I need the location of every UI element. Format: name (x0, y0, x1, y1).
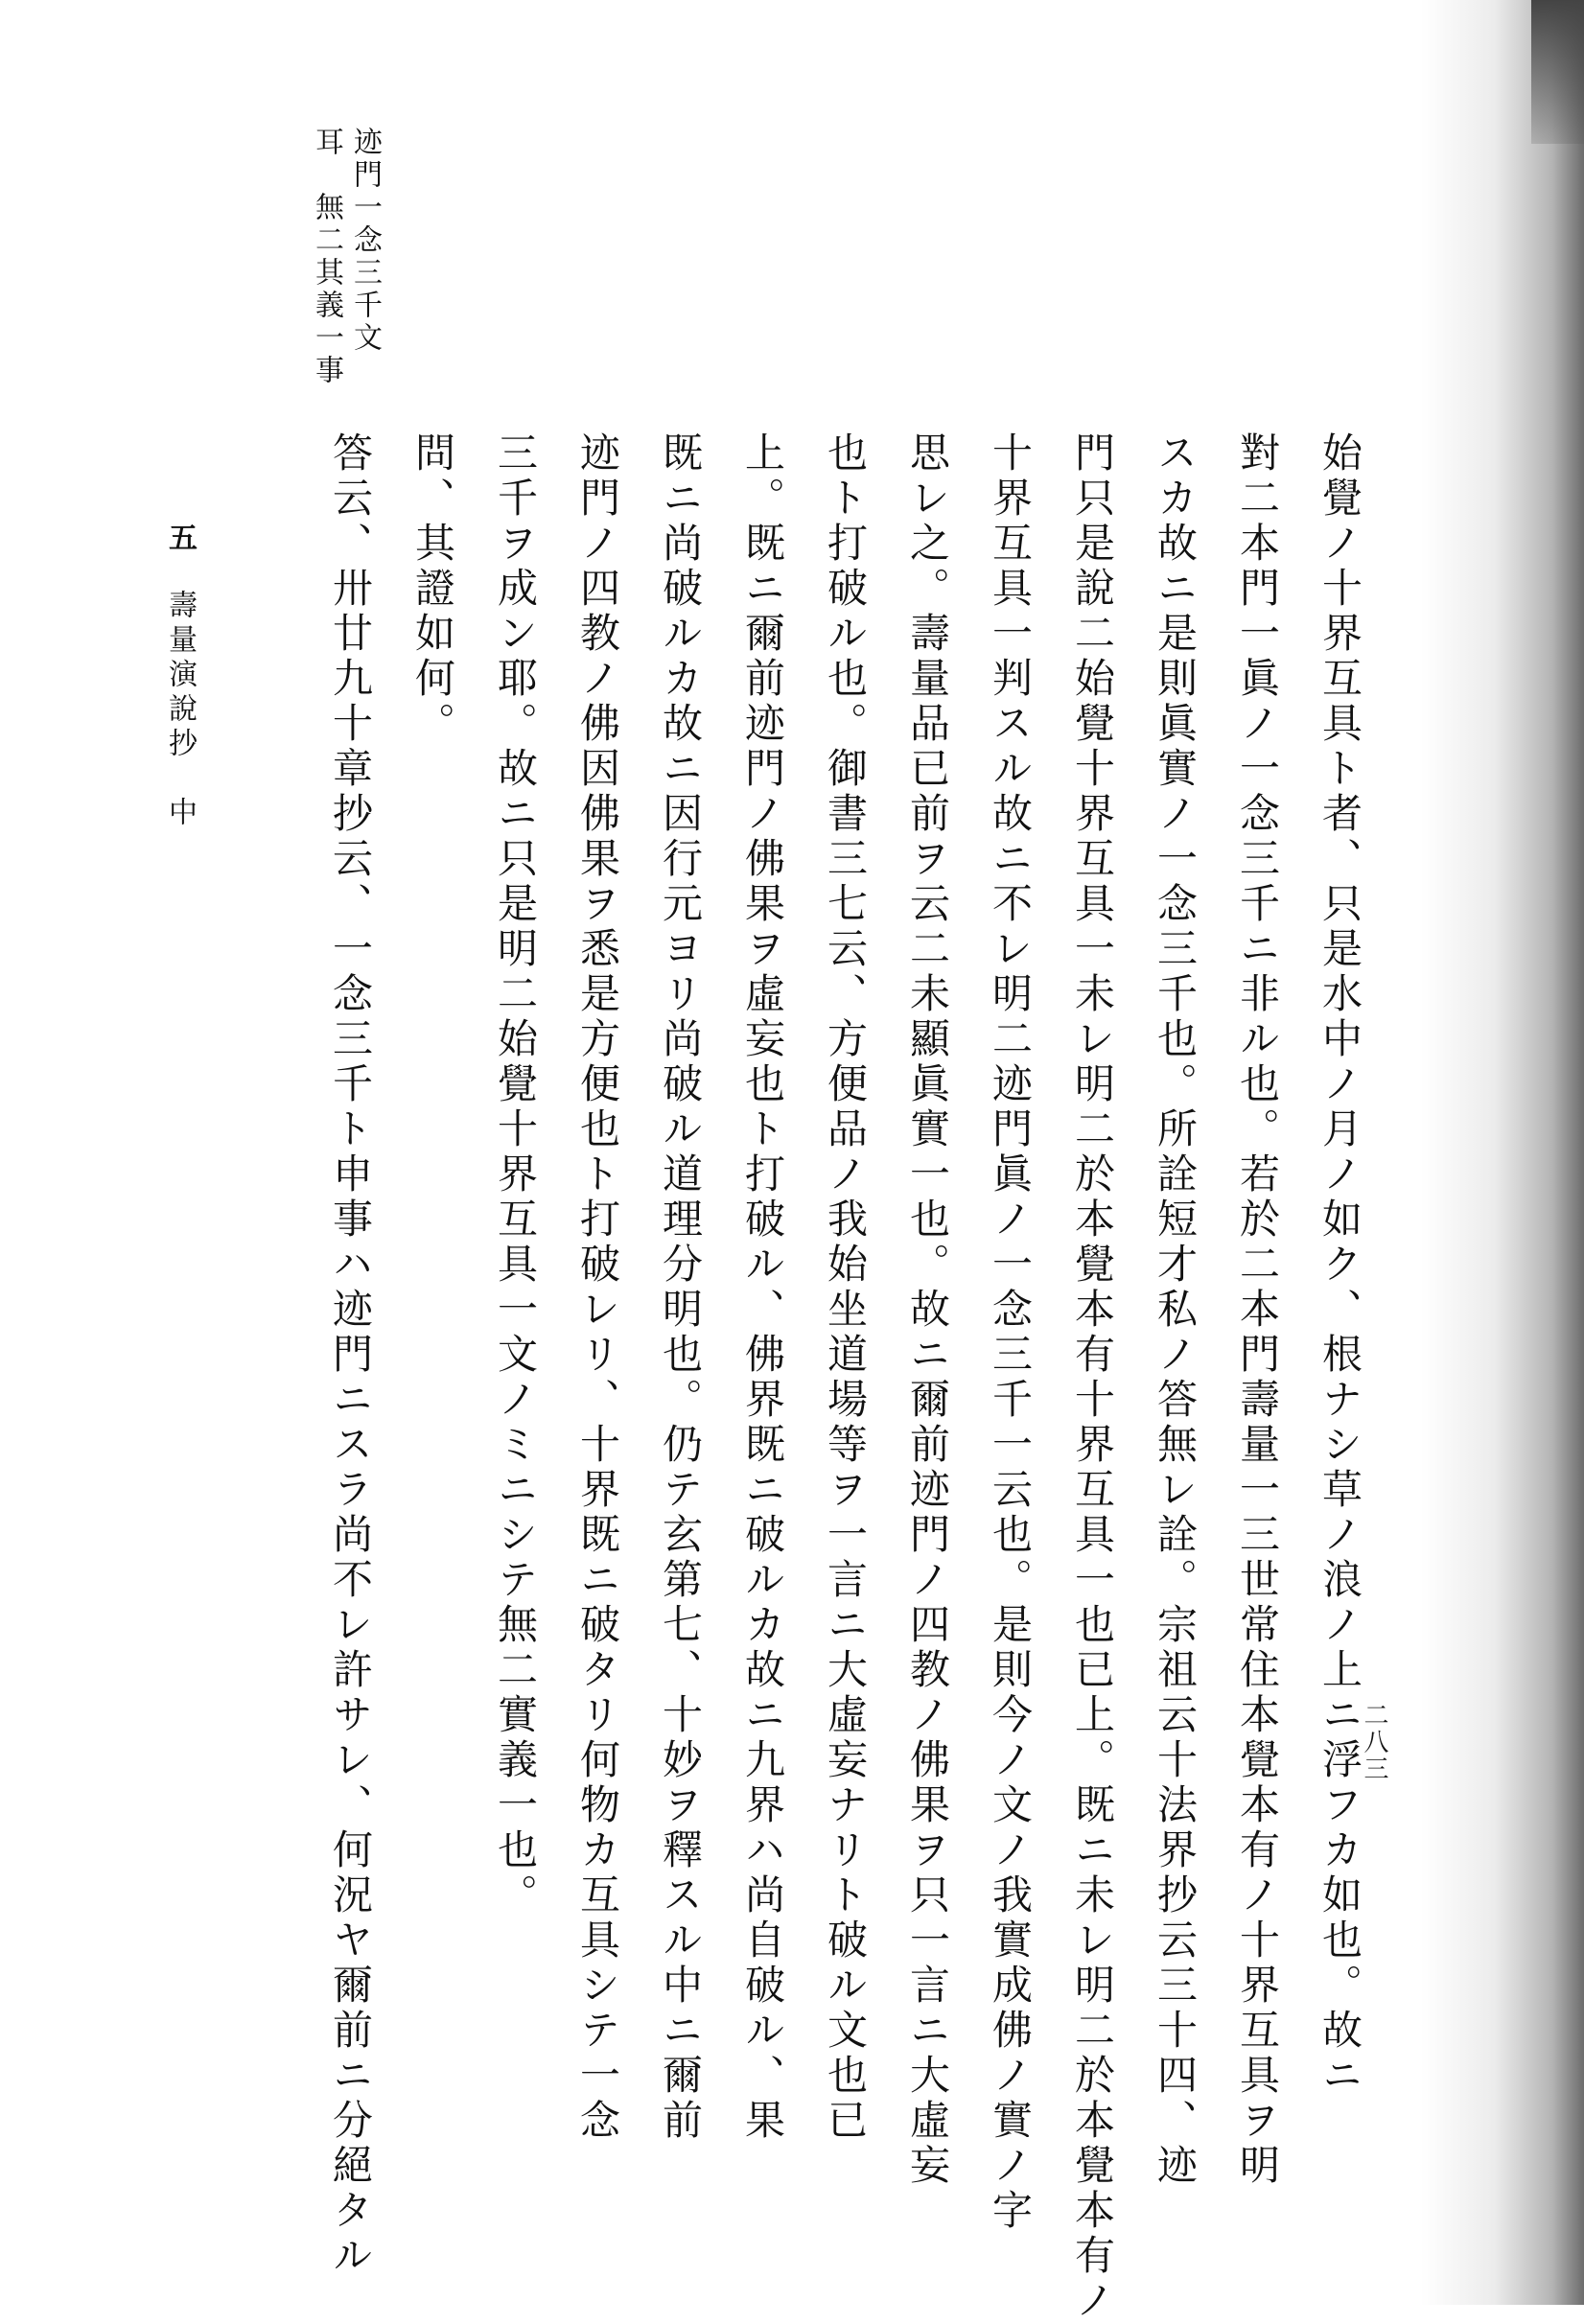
body-line-6: 思レ之。壽量品已前ヲ云二未顯眞實一也。故ニ爾前迹門ノ四教ノ佛果ヲ只一言ニ大虛妄 (904, 431, 951, 2189)
body-line-3: スカ故ニ是則眞實ノ一念三千也。所詮短才私ノ答無レ詮。宗祖云十法界抄云三十四、迹 (1152, 431, 1199, 2189)
margin-note-line-1: 迹門一念三千文 (348, 127, 382, 355)
running-title: 壽量演說抄 中 (163, 590, 197, 831)
page-number: 二八三 (1360, 1702, 1388, 1782)
margin-note-line-2: 耳 無二其義一事 (310, 127, 343, 387)
body-line-4: 門只是說二始覺十界互具一未レ明二於本覺本有十界互具一也已上。既ニ未レ明二於本覺本有ノ (1069, 431, 1116, 2324)
body-line-13: 答云、卅廿九十章抄云、一念三千ト申事ハ迹門ニスラ尚不レ許サレ、何況ヤ爾前ニ分絕タル (327, 431, 374, 2279)
body-line-12: 問、其證如何。 (409, 431, 456, 747)
body-line-8: 上。既ニ爾前迹門ノ佛果ヲ虛妄也ト打破ル、佛界既ニ破ルカ故ニ九界ハ尚自破ル、果 (739, 431, 786, 2144)
chapter-number: 五 (163, 523, 197, 551)
body-line-9: 既ニ尚破ルカ故ニ因行元ヨリ尚破ル道理分明也。仍テ玄第七、十妙ヲ釋スル中ニ爾前 (657, 431, 704, 2144)
body-line-10: 迹門ノ四教ノ佛因佛果ヲ悉是方便也ト打破レリ、十界既ニ破タリ何物カ互具シテ一念 (574, 431, 621, 2144)
body-line-5: 十界互具一判スル故ニ不レ明二迹門眞ノ一念三千一云也。是則今ノ文ノ我實成佛ノ實ノ字 (987, 431, 1034, 2234)
body-line-11: 三千ヲ成ン耶。故ニ只是明二始覺十界互具一文ノミニシテ無二實義一也。 (492, 431, 539, 1918)
page-edge-shadow (1421, 0, 1584, 2305)
body-line-7: 也ト打破ル也。御書三七云、方便品ノ我始坐道場等ヲ一言ニ大虛妄ナリト破ル文也已 (822, 431, 869, 2144)
body-line-1: 始覺ノ十界互具ト者、只是水中ノ月ノ如ク、根ナシ草ノ浪ノ上ニ浮フカ如也。故ニ (1316, 431, 1363, 2099)
page-corner-shadow (1531, 0, 1584, 144)
body-line-2: 對二本門一眞ノ一念三千ニ非ル也。若於二本門壽量一三世常住本覺本有ノ十界互具ヲ明 (1234, 431, 1281, 2189)
